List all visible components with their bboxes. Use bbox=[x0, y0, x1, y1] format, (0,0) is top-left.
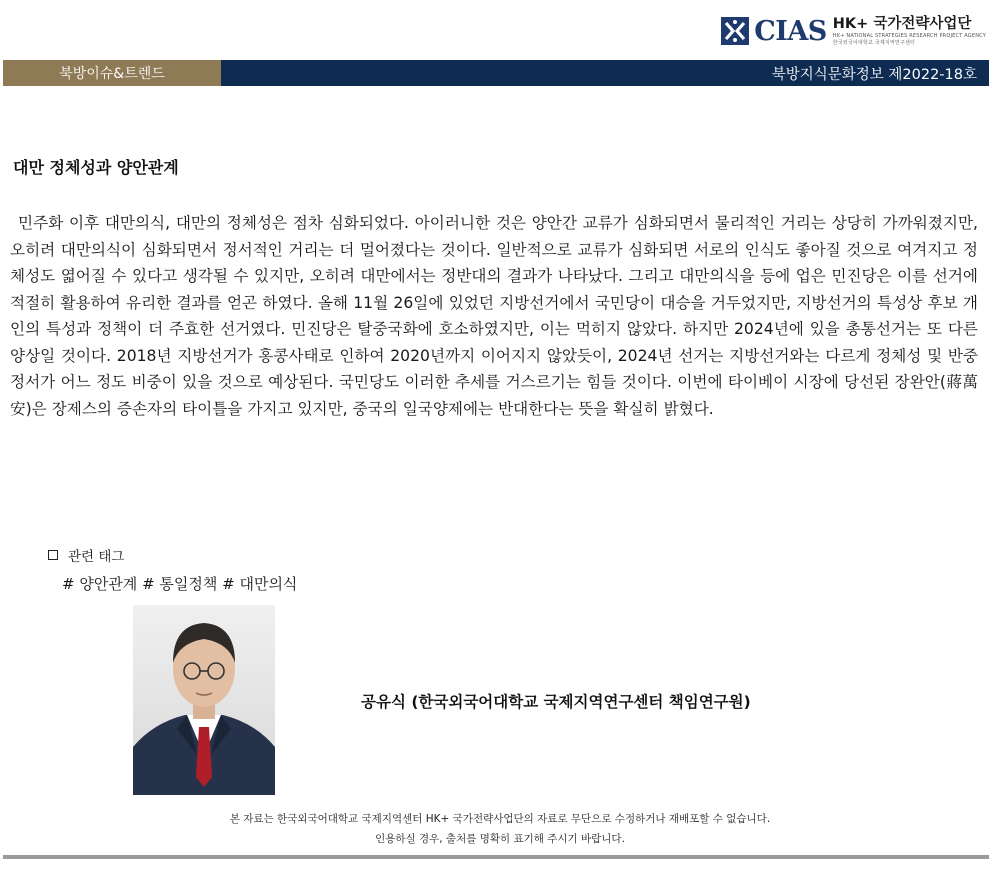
tags-heading-label: 관련 태그 bbox=[68, 549, 125, 565]
publication-number: 북방지식문화정보 제2022-18호 bbox=[221, 60, 989, 86]
author-photo bbox=[133, 605, 275, 795]
footer-copyright: 본 자료는 한국외국어대학교 국제지역센터 HK+ 국가전략사업단의 자료로 무단으로 수정하거나 재배포할 수 없습니다. bbox=[229, 813, 771, 825]
author-name: 공유식 (한국외국어대학교 국제지역연구센터 책임연구원) bbox=[361, 693, 751, 711]
article-body: 민주화 이후 대만의식, 대만의 정체성은 점차 심화되었다. 아이러니한 것은 양안간 교류가 심화되면서 물리적인 거리는 상당히 가까워졌지만, 오히려 대만의식이 심화되면서 정서적인 거리는 더 멀어졌다는 것이다. 일반적으로 교류가 심화되면 서로의 인식도 좋아질 것으로 여겨지고 정체성도 엷어질 수 있다고 생각될 수 있지만, 오히려 대만에서는 정반대의 결과가 나타났다. 그리고 대만의식을 등에 업은 민진당은 이를 선거에 적절히 활용하여 유리한 결과를 얻곤 하였다. 올해 11월 26일에 있었던 지방선거에서 국민당이 대승을 거두었지만, 지방선거의 특성상 후보 개인의 특성과 정책이 더 주효한 선거였다. 민진당은 탈중국화에 호소하였지만, 이는 먹히지 않았다. 하지만 2024년에 있을 총통선거는 또 다른 양상일 것이다. 2018년 지방선거가 홍콩사태로 인하여 2020년까지 이어지지 않았듯이, 2024년 선거는 지방선거와는 다르게 정체성 및 반중정서가 어느 정도 비중이 있을 것으로 예상된다. 국민당도 이러한 추세를 거스르기는 힘들 것이다. 이번에 타이베이 시장에 당선된 장완안(蔣萬安)은 장제스의 증손자의 타이틀을 가지고 있지만, 중국의 일국양제에는 반대한다는 뜻을 확실히 밝혔다. bbox=[10, 214, 978, 418]
header-banner bbox=[3, 60, 989, 86]
cias-emblem-icon bbox=[720, 16, 750, 46]
footer-notice bbox=[0, 809, 1000, 849]
org-name: HK+ 국가전략사업단 bbox=[832, 15, 972, 32]
tags-heading bbox=[48, 545, 124, 565]
logo-cias-text: CIAS bbox=[754, 15, 827, 47]
bottom-divider bbox=[3, 855, 989, 859]
org-subtitle-ko: 한국외국어대학교 국제지역연구센터 bbox=[832, 39, 916, 46]
checkbox-bullet-icon bbox=[48, 550, 58, 560]
tags-list: # 양안관계 # 통일정책 # 대만의식 bbox=[62, 575, 298, 593]
article-title: 대만 정체성과 양안관계 bbox=[13, 158, 179, 177]
org-subtitle-en: HK+ NATIONAL STRATEGIES RESEARCH PROJECT AGENCY bbox=[832, 32, 986, 39]
cias-logo bbox=[720, 10, 986, 52]
footer-citation: 인용하실 경우, 출처를 명확히 표기해 주시기 바랍니다. bbox=[375, 833, 625, 845]
section-label: 북방이슈&트렌드 bbox=[3, 60, 221, 86]
